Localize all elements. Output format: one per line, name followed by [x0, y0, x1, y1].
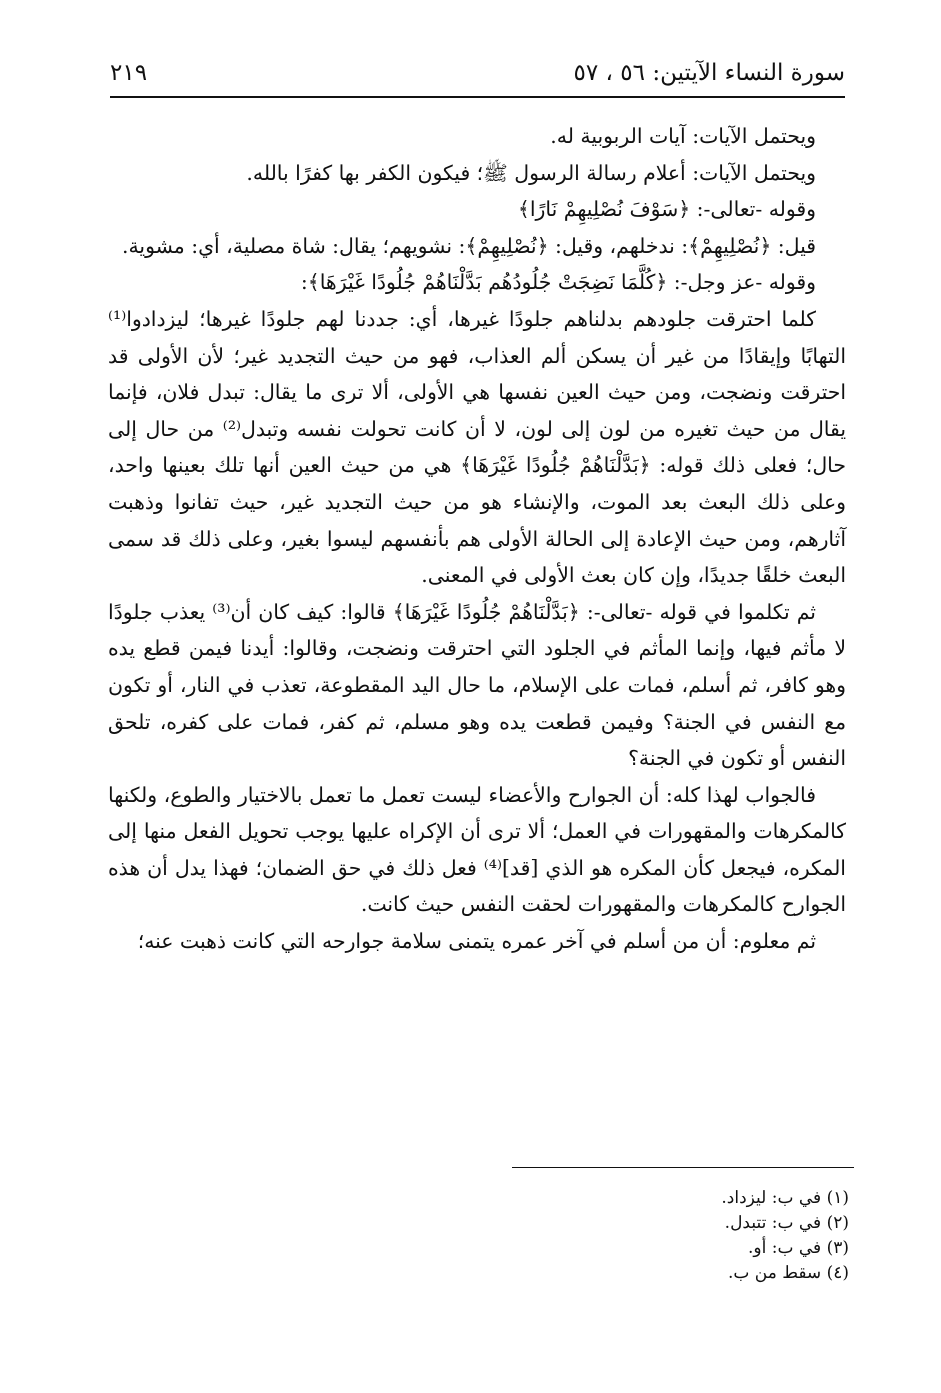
paragraph: قيل: ﴿نُصْلِيهِمْ﴾: ندخلهم، وقيل: ﴿نُصْلِيهِمْ﴾: نشويهم؛ يقال: شاة مصلية، أي: مشوية. — [121, 233, 816, 258]
paragraph: ثم تكلموا في قوله -تعالى-: ﴿بَدَّلْنَاهُمْ جُلُودًا غَيْرَهَا﴾ قالوا: كيف كان أن⁽³⁾ يعذب جلودًا لا مأثم فيها، وإنما المأثم في الجلود التي احترقت ونضجت، وقالوا: أيدنا فيمن قطع يده وهو كافر، ثم أسلم، فمات على الإسلام، ما حال اليد المقطوعة، تعذب في النار، أو تكون مع النفس في الجنة؟ وفيمن قطعت يده وهو مسلم، ثم كفر، فمات على كفره، تلحق النفس أو تكون في الجنة؟ — [108, 599, 846, 771]
paragraph: وقوله -تعالى-: ﴿سَوْفَ نُصْلِيهِمْ نَارًا﴾ — [517, 197, 816, 222]
page-number: ٢١٩ — [110, 60, 148, 86]
paragraph: ويحتمل الآيات: أعلام رسالة الرسول ﷺ؛ فيكون الكفر بها كفرًا بالله. — [246, 160, 816, 185]
page-header — [110, 52, 845, 98]
paragraph: وقوله -عز وجل-: ﴿كُلَّمَا نَضِجَتْ جُلُودُهُم بَدَّلْنَاهُمْ جُلُودًا غَيْرَهَا﴾: — [300, 270, 816, 295]
footnote-item: (١) في ب: ليزداد. — [721, 1188, 849, 1208]
running-title: سورة النساء الآيتين: ٥٦ ، ٥٧ — [573, 60, 845, 86]
footnote-item: (٣) في ب: أو. — [748, 1238, 849, 1258]
footnotes — [519, 1186, 849, 1286]
paragraph: كلما احترقت جلودهم بدلناهم جلودًا غيرها، أي: جددنا لهم جلودًا غيرها؛ ليزدادوا⁽¹⁾ التهابًا وإيقادًا من غير أن يسكن ألم العذاب، فهو من حيث التجديد غير؛ لأن الأولى قد احترقت ونضجت، ومن حيث العين نفسها هي الأولى، ألا ترى ما يقال: تبدل فلان، فإنما يقال من حيث تغيره من لون إلى لون، لا أن كانت تحولت نفسه وتبدل⁽²⁾ من حال إلى حال؛ فعلى ذلك قوله: ﴿بَدَّلْنَاهُمْ جُلُودًا غَيْرَهَا﴾ هي من حيث العين أنها تلك بعينها واحد، وعلى ذلك البعث بعد الموت، والإنشاء هو من حيث التجديد غير، حيث تفانوا وذهبت آثارهم، ومن حيث الإعادة إلى الحالة الأولى هم بأنفسهم ليسوا بغير، وعلى ذلك قد سمى البعث خلقًا جديدًا، وإن كان بعث الأولى في المعنى. — [108, 306, 847, 588]
footnote-item: (٤) سقط من ب. — [727, 1263, 849, 1283]
paragraph: فالجواب لهذا كله: أن الجوارح والأعضاء ليست تعمل ما تعمل بالاختيار والطوع، ولكنها كالمكرهات والمقهورات في العمل؛ ألا ترى أن الإكراه عليها يوجب تحويل الفعل منها إلى المكره، فيجعل كأن المكره هو الذي [قد]⁽⁴⁾ فعل ذلك في حق الضمان؛ فهذا يدل أن هذه الجوارح كالمكرهات والمقهورات لحقت النفس حيث كانت. — [108, 782, 846, 917]
paragraph: ثم معلوم: أن من أسلم في آخر عمره يتمنى سلامة جوارحه التي كانت ذهبت عنه؛ — [137, 929, 816, 954]
footnote-divider — [512, 1167, 854, 1168]
main-text — [108, 118, 846, 960]
footnote-item: (٢) في ب: تتبدل. — [724, 1213, 849, 1233]
paragraph: ويحتمل الآيات: آيات الربوبية له. — [550, 124, 816, 148]
